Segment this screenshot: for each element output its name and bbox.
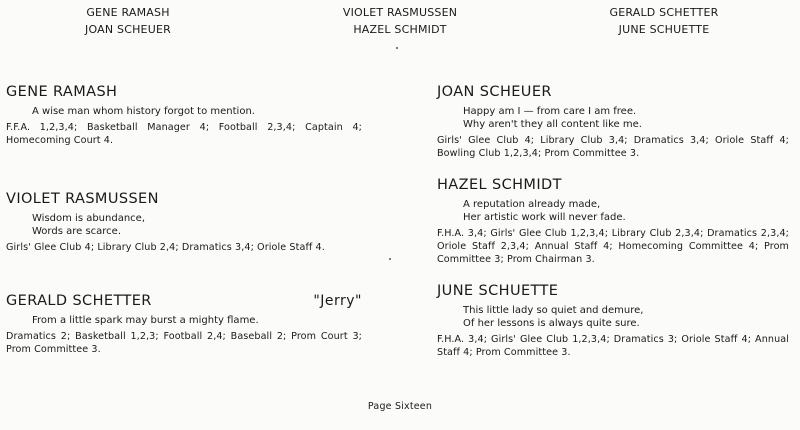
quote-line: Why aren't they all content like me. — [463, 119, 642, 130]
quote-line: Her artistic work will never fade. — [463, 212, 626, 223]
senior-name-row — [6, 292, 362, 310]
senior-quote — [437, 304, 789, 330]
caption-column-3 — [564, 4, 764, 38]
senior-quote — [6, 212, 362, 238]
senior-entry-joan-scheuer — [437, 83, 789, 160]
caption-name: VIOLET RASMUSSEN — [342, 6, 458, 19]
senior-activities: Girls' Glee Club 4; Library Club 3,4; Dramatics 3,4; Oriole Staff 4; Bowling Club 1,2,3,4; Prom Committee 3. — [437, 135, 789, 159]
senior-activities: F.F.A. 1,2,3,4; Basketball Manager 4; Football 2,3,4; Captain 4; Homecoming Court 4. — [6, 122, 362, 146]
senior-name: GENE RAMASH — [6, 84, 118, 100]
senior-name: JOAN SCHEUER — [437, 84, 552, 100]
senior-quote — [6, 105, 362, 118]
senior-name: HAZEL SCHMIDT — [437, 177, 562, 193]
senior-entry-june-schuette — [437, 282, 789, 359]
senior-entry-gene-ramash — [6, 83, 362, 147]
caption-name: GENE RAMASH — [86, 6, 170, 19]
quote-line: Wisdom is abundance, — [32, 213, 146, 224]
senior-name: GERALD SCHETTER — [6, 293, 152, 309]
senior-nickname: "Jerry" — [313, 293, 362, 309]
senior-entry-violet-rasmussen — [6, 190, 362, 254]
caption-name: JOAN SCHEUER — [85, 23, 171, 36]
senior-activities: F.H.A. 3,4; Girls' Glee Club 1,2,3,4; Library Club 2,3,4; Dramatics 2,3,4; Oriole Staff 2,3,4; Annual Staff 4; Homecoming Committee 4; Prom Committee 3; Prom Chairman 3. — [437, 228, 789, 265]
quote-line: Words are scarce. — [32, 226, 121, 237]
quote-line: From a little spark may burst a mighty flame. — [32, 315, 259, 326]
quote-line: A reputation already made, — [463, 199, 601, 210]
quote-line: A wise man whom history forgot to mention. — [32, 106, 255, 117]
senior-entry-gerald-schetter — [6, 292, 362, 356]
print-speck — [396, 47, 398, 49]
senior-activities: Dramatics 2; Basketball 1,2,3; Football 2,4; Baseball 2; Prom Court 3; Prom Committee 3. — [6, 331, 362, 355]
caption-name: GERALD SCHETTER — [609, 6, 719, 19]
caption-column-2 — [300, 4, 500, 38]
senior-entry-hazel-schmidt — [437, 176, 789, 266]
senior-quote — [6, 314, 362, 327]
caption-name: JUNE SCHUETTE — [618, 23, 710, 36]
photo-captions — [0, 4, 800, 40]
page-number: Page Sixteen — [367, 401, 433, 412]
senior-quote — [437, 105, 789, 131]
senior-activities: Girls' Glee Club 4; Library Club 2,4; Dramatics 3,4; Oriole Staff 4. — [6, 242, 325, 253]
senior-name: VIOLET RASMUSSEN — [6, 191, 159, 207]
quote-line: Happy am I — from care I am free. — [463, 106, 637, 117]
quote-line: Of her lessons is always quite sure. — [463, 318, 640, 329]
quote-line: This little lady so quiet and demure, — [463, 305, 644, 316]
caption-name: HAZEL SCHMIDT — [353, 23, 447, 36]
print-speck — [389, 258, 391, 260]
senior-activities: F.H.A. 3,4; Girls' Glee Club 1,2,3,4; Dramatics 3; Oriole Staff 4; Annual Staff 4; Prom Committee 3. — [437, 334, 789, 358]
senior-name: JUNE SCHUETTE — [437, 283, 559, 299]
caption-column-1 — [28, 4, 228, 38]
senior-quote — [437, 198, 789, 224]
